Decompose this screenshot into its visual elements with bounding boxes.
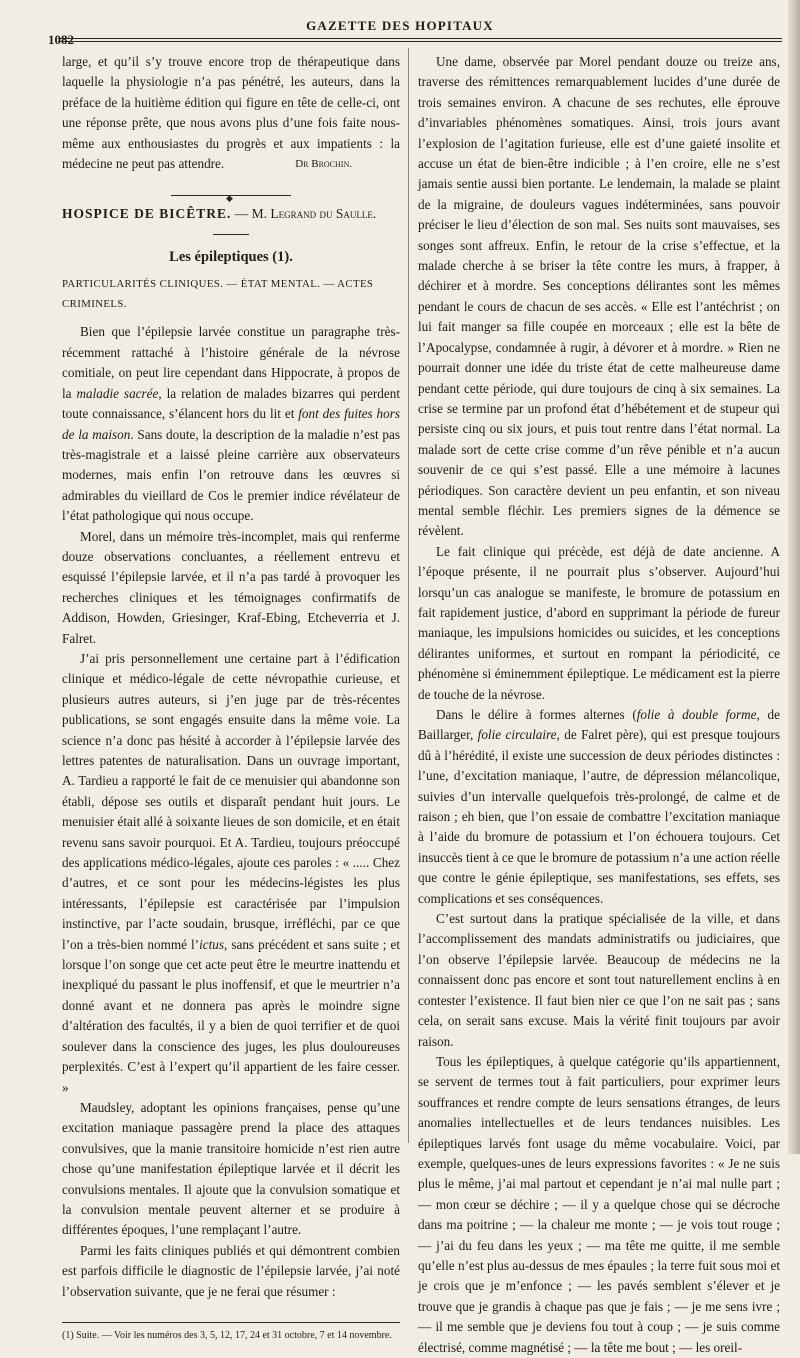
p3-text-b: , sans précédent et sans suite ; et lorsque l’on songe que cet acte peut être le meurtre inattendu et inexpliqué du passant le plus inoffensif, et que le meurtrier n’a donné avant et ne donnera pas après le moindre signe d’altération des facultés, il y a bien de quoi terrifier et de quoi soulever dans la conscience des juges, les plus douloureuses perplexités. C’est à l’expert qu’il appartient de les faire cesser. »	[62, 936, 400, 1095]
p3-text-a: J’ai pris personnellement une certaine part à l’édification clinique et médico-légale de cette névropathie curieuse, et plusieurs autres auteurs, si j’en juge par de très-récentes publications, se sont engagés ensuite dans la même voie. La science n’a donc pas hésité à accorder à l’épilepsie larvée des lettres patentes de naturalisation. Dans un ouvrage important, A. Tardieu a rapporté le fait de ce menuisier qui abandonne son établi, dépose ses outils et disparaît pendant huit jours. Le menuisier était allé à soixante lieues de son domicile, et en était revenu sans savoir pourquoi. Et A. Tardieu, toujours préoccupé des applications médico-légales, ajoute ces paroles : « ..... Chez d’autres, et ce sont pour les médecins-légistes les plus intéressants, l’épilepsie est caractérisée par l’impulsion instinctive, par l’acte soudain, brusque, irréfléchi, par ce que l’on a très-bien nommé l’	[62, 650, 400, 952]
short-rule	[213, 234, 249, 235]
paragraph-4: Maudsley, adoptant les opinions françaises, pense qu’une excitation maniaque passagère prend la place des attaques convulsives, que la manie transitoire homicide n’est rien autre chose qu’une manifestation épileptique larvée et il décrit les convulsions mentales. Il ajoute que la convulsion somatique et la convulsion mentale peuvent alterner et se produire à différentes époques, l’une remplaçant l’autre.	[62, 1099, 400, 1238]
lecturer-name: — M. Legrand du Saulle.	[234, 205, 377, 221]
journal-title: GAZETTE DES HOPITAUX	[306, 18, 494, 33]
right-paragraph-4: C’est surtout dans la pratique spécialisée de la ville, et dans l’accomplissement des mandats administratifs ou judiciaires, que l’on observe l’épilepsie larvée. Beaucoup de médecins ne la connaissent donc pas encore et sont tout naturellement enclins à en contester l’existence. Il faut bien nier ce que l’on ne sait pas ; sans cela, on serait sans excuse. Mais la vérité finit toujours par avoir raison.	[418, 911, 780, 1049]
header-rule	[58, 38, 782, 42]
intro-paragraph: large, et qu’il s’y trouve encore trop de thérapeutique dans laquelle la physiologie n’a pas pénétré, les auteurs, dans la préface de la huitième édition qui figure en tête de celle-ci, ont une réponse prête, que nous avons plus d’une fois faite nous-même aux enthousiastes du progrès et aux impatients : la médecine ne peut pas attendre.	[62, 54, 400, 172]
running-head	[0, 0, 800, 48]
paragraph-3	[62, 649, 400, 1098]
left-column	[62, 52, 400, 1343]
right-paragraph-1: Une dame, observée par Morel pendant douze ou treize ans, traverse des rémittences remarquablement lucides d’une durée de trois semaines environ. A chacune de ses rechutes, elle éprouve d’invariables phénomènes somatiques. Ainsi, trois jours avant l’explosion de l’agitation furieuse, elle est d’une gaieté insolite et accuse un état de bien-être indicible ; à l’en croire, elle ne s’est jamais sentie aussi bien portante. Le lendemain, la malade se plaint de la migraine, de douleurs vagues indéterminées, sans pouvoir préciser le lieu d’élection de son mal. Ses nuits sont mauvaises, ses songes sont affreux. Enfin, le retour de la crise s’effectue, et la malade cherche à se briser la tête contre les murs, à frapper, à déchirer et à mordre. Ses conceptions délirantes sont les mêmes pendant le cours de chacun de ses accès. « Elle est l’antéchrist ; on lui fait manger sa fille coupée en morceaux ; elle est la bête de l’Apocalypse, condamnée à rugir, à dévorer et à mordre. » Rien ne pourrait donner une idée du triste état de cette malheureuse dame pendant cette période, qui dure toujours de cinq à six semaines. La crise se termine par un profond état d’hébétement et de stupeur qui persiste cinq ou six jours, et puis tout rentre dans l’état normal. La malade sort de cette crise comme d’un rêve pénible et n’a aucun souvenir de ce qui s’est passé. Elle a une mémoire à lacunes périodiques. Son caractère devient un peu enfantin, et son niveau mental semble fléchir. Les premiers signes de la démence se révèlent.	[418, 54, 780, 539]
p1-emphasis-1: maladie sacrée	[76, 385, 159, 401]
lecture-title: Les épileptiques (1).	[169, 249, 293, 266]
lecture-subheading: PARTICULARITÉS CLINIQUES. — ÉTAT MENTAL. — ACTES CRIMINELS.	[62, 277, 374, 311]
paragraph-2: Morel, dans un mémoire très-incomplet, mais qui renferme douze observations concluantes, a réellement entrevu et esquissé l’épilepsie larvée, et il n’a pas tardé à provoquer les recherches cliniques et les témoignages confirmatifs de Addison, Howden, Griesinger, Kraf-Ebing, Etcheverria et J. Falret.	[62, 528, 400, 646]
p1-text-a: Bien que l’épilepsie larvée constitue un paragraphe très-récemment rattaché à l’histoire générale de la névrose comitiale, on peut lire cependant dans Hippocrate, à propos de la	[62, 324, 400, 401]
r3-emphasis-1: folie à double forme	[636, 707, 757, 722]
column-divider	[408, 48, 409, 1143]
right-paragraph-2: Le fait clinique qui précède, est déjà de date ancienne. A l’époque présente, il ne pourrait plus s’observer. Aujourd’hui lorsqu’un cas analogue se manifeste, le bromure de potassium en fait rapidement justice, d’abord en supprimant la période de fureur maniaque, les impulsions homicides ou suicides, et les conceptions délirantes uniformes, et surtout en rompant la périodicité, ce phénomène si éminemment épileptique. Le médicament est la pierre de touche de la névrose.	[418, 543, 780, 702]
p1-text-c: . Sans doute, la description de la maladie n’est pas très-magistrale et a laissé pleine carrière aux observateurs modernes, mais enfin l’on retrouve dans les œuvres si admirables du vieillard de Cos le premier indice révélateur de l’état pathologique qui nous occupe.	[62, 426, 400, 524]
r3-text-c: , de Falret père), qui est presque toujours dû à l’hérédité, il existe une succession de deux périodes distinctes : l’une, d’excitation maniaque, l’autre, de dépression mélancolique, suivies d’un intervalle quelquefois très-prolongé, de calme et de raison ; eh bien, que l’on essaie de combattre l’excitation maniaque à l’aide du bromure de potassium et l’on échouera toujours. Cet insuccès tient à ce que le bromure de potassium n’a une action réelle que contre le génie épileptique, ses manifestations, ses effets, ses complications et ses conséquences.	[418, 727, 781, 906]
p3-emphasis: ictus	[199, 936, 224, 952]
author-signature: Dr Brochin.	[295, 158, 352, 171]
paragraph-5: Parmi les faits cliniques publiés et qui démontrent combien est parfois difficile le diagnostic de l’épilepsie larvée, j’ai noté l’observation suivante, que je ne ferai que résumer :	[62, 1242, 400, 1299]
footnote: (1) Suite. — Voir les numéros des 3, 5, 12, 17, 24 et 31 octobre, 7 et 14 novembre.	[62, 1329, 392, 1341]
right-column	[418, 52, 780, 1358]
p1-emphasis-2: font des fuites hors de la maison	[62, 406, 400, 442]
page-edge-shadow	[788, 0, 800, 1154]
r3-text-a: Dans le délire à formes alternes (	[436, 707, 637, 722]
r3-emphasis-2: folie circulaire	[477, 727, 557, 743]
hospital-name: HOSPICE DE BICÊTRE.	[62, 205, 232, 221]
right-paragraph-3	[418, 705, 780, 909]
footnote-rule	[62, 1322, 400, 1323]
page-number: 1082	[48, 32, 74, 47]
p1-text-b: , la relation de malades bizarres qui perdent toute connaissance, s’élancent hors du lit et	[62, 385, 400, 422]
paragraph-1	[62, 322, 400, 526]
r3-text-b: , de Baillarger,	[418, 707, 780, 743]
ornamental-rule	[171, 195, 291, 196]
right-paragraph-5: Tous les épileptiques, à quelque catégorie qu’ils appartiennent, se servent de termes tout à fait particuliers, pour exprimer leurs souffrances et rendre compte de leurs sensations étranges, de leurs anomalies intellectuelles et de leurs tendances nuisibles. Les épileptiques larvés font usage du même vocabulaire. Voici, par exemple, quelques-unes de leurs expressions favorites : « Je ne suis plus le même, j’ai mal partout et cependant je n’ai mal nulle part ; — mon cœur se déchire ; — il y a quelque chose qui se décroche dans ma poitrine ; — la chaleur me monte ; — je vois tout rouge ; — j’ai du feu dans les yeux ; — ma tête me quitte, il me semble qu’elle n’est plus au-dessus de mes épaules ; la terre fuit sous moi et je crois que je m’enfonce ; — les pavés semblent s’élever et je trouve que je grandis à chaque pas que je fais ; — je me sens ivre ; — il me semble que je deviens fou tout à coup ; — je suis comme électrisé, comme magnétisé ; — la tête me bout ; — les oreil-	[418, 1053, 780, 1355]
